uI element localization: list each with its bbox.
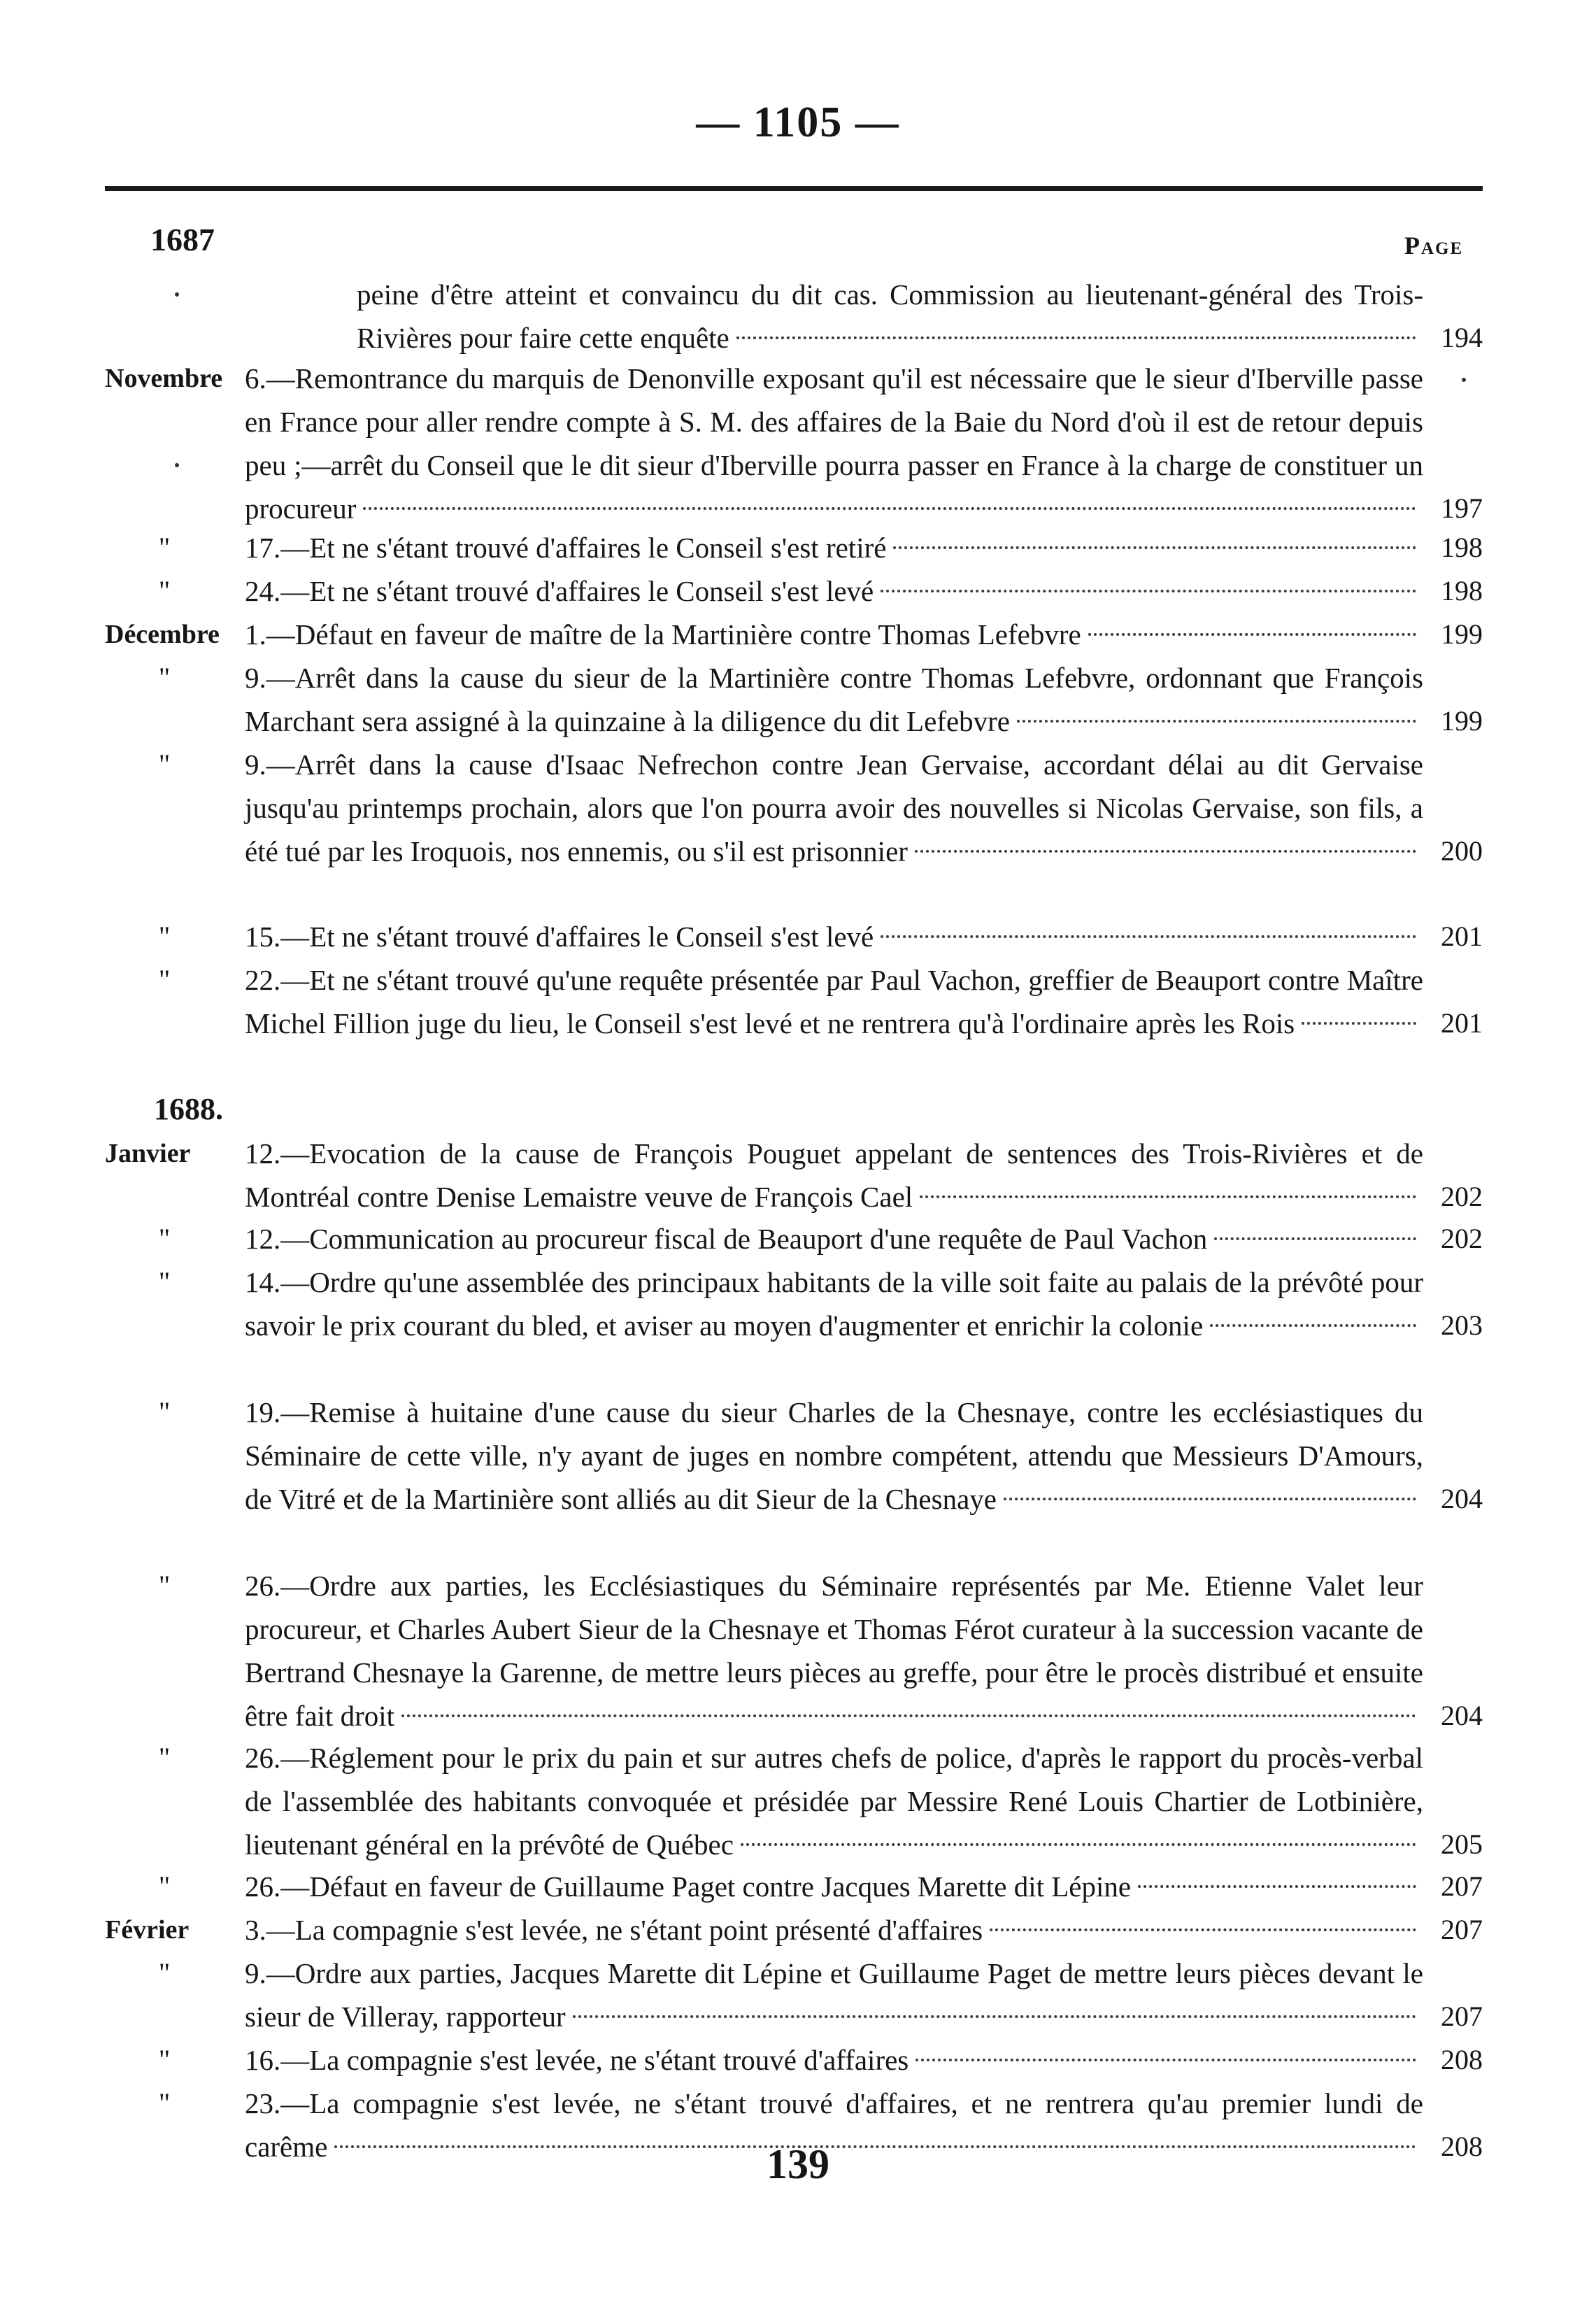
entry-body bbox=[245, 1865, 1423, 1908]
header-rule bbox=[105, 186, 1483, 191]
entry-month: Décembre bbox=[105, 620, 220, 649]
entry-day: 14.— bbox=[245, 1266, 310, 1298]
entry-day: 19.— bbox=[245, 1396, 310, 1428]
page-header-number: — 1105 — bbox=[696, 99, 900, 146]
dot-leader bbox=[736, 336, 1416, 339]
entry-text: Réglement pour le prix du pain et sur autres chefs de police, d'après le rapport du procès-verbal de l'assemblée des habitants convoquée et présidée par Messire René Louis Chartier de Lotbinière, lieutenant général en la prévôté de Québec bbox=[245, 1742, 1423, 1861]
entry-month: Février bbox=[105, 1915, 190, 1945]
entry-body bbox=[245, 569, 1423, 613]
entry-body bbox=[245, 656, 1423, 743]
entry-month: " bbox=[158, 1570, 171, 1601]
dot-leader bbox=[1214, 1237, 1416, 1240]
entry-page-number: 198 bbox=[1441, 575, 1483, 606]
dot-leader bbox=[363, 507, 1416, 510]
entry-page-number: 207 bbox=[1441, 2001, 1483, 2032]
entry-text: Arrêt dans la cause du sieur de la Martinière contre Thomas Lefebvre, ordonnant que François Marchant sera assigné à la quinzaine à la diligence du dit Lefebvre bbox=[245, 662, 1423, 737]
page-column-heading: Page bbox=[1404, 232, 1464, 260]
entry-body bbox=[245, 1564, 1423, 1738]
entry-body bbox=[245, 1736, 1423, 1866]
entry-month: " bbox=[158, 662, 171, 693]
entry-page-number: 197 bbox=[1441, 492, 1483, 524]
entry-page-number: 208 bbox=[1441, 2044, 1483, 2075]
entry-month: " bbox=[158, 575, 171, 606]
entry-day: 12.— bbox=[245, 1137, 310, 1170]
dot-leader bbox=[1138, 1885, 1416, 1888]
entry-body bbox=[245, 958, 1423, 1045]
entry-text: Et ne s'étant trouvé d'affaires le Conseil s'est levé bbox=[309, 921, 874, 953]
entry-text: Communication au procureur fiscal de Beauport d'une requête de Paul Vachon bbox=[309, 1223, 1208, 1255]
entry-body bbox=[245, 357, 1423, 530]
dot-leader bbox=[1302, 1022, 1416, 1025]
entry-page-number: 208 bbox=[1441, 2131, 1483, 2162]
print-speck bbox=[175, 463, 179, 467]
entry-text: Ordre aux parties, les Ecclésiastiques du Séminaire représentés par Me. Etienne Valet leur procureur, et Charles Aubert Sieur de la Chesnaye et Thomas Férot curateur à la succession vacante de Bertrand Chesnaye la Garenne, de mettre leurs pièces au greffe, pour être le procès distribué et ensuite être fait droit bbox=[245, 1570, 1423, 1732]
entry-day: 6.— bbox=[245, 362, 295, 395]
entry-body bbox=[245, 526, 1423, 569]
entry-day: 26.— bbox=[245, 1870, 310, 1903]
entry-text: La compagnie s'est levée, ne s'étant trouvé d'affaires bbox=[309, 2044, 909, 2076]
entry-day: 17.— bbox=[245, 532, 310, 564]
dot-leader bbox=[1088, 633, 1416, 636]
entry-body bbox=[245, 743, 1423, 873]
entry-page-number: 198 bbox=[1441, 532, 1483, 563]
entry-month: " bbox=[158, 1742, 171, 1773]
print-speck bbox=[175, 292, 179, 297]
entry-page-number: 204 bbox=[1441, 1700, 1483, 1731]
entry-page-number: 202 bbox=[1441, 1181, 1483, 1212]
entry-day: 12.— bbox=[245, 1223, 310, 1255]
entry-day: 26.— bbox=[245, 1742, 310, 1774]
entry-page-number: 205 bbox=[1441, 1828, 1483, 1860]
entry-day: 9.— bbox=[245, 748, 295, 781]
dot-leader bbox=[915, 2059, 1416, 2061]
entry-month: " bbox=[158, 1396, 171, 1428]
entry-page-number: 207 bbox=[1441, 1870, 1483, 1902]
dot-leader bbox=[920, 1195, 1416, 1198]
dot-leader bbox=[1017, 720, 1416, 723]
entry-day: 23.— bbox=[245, 2087, 310, 2119]
dot-leader bbox=[893, 546, 1416, 549]
entry-month: " bbox=[158, 2087, 171, 2119]
entry-month: " bbox=[158, 1223, 171, 1254]
entry-body bbox=[245, 1908, 1423, 1952]
dot-leader bbox=[881, 590, 1416, 592]
entry-month: " bbox=[158, 1266, 171, 1298]
dot-leader bbox=[401, 1714, 1416, 1717]
entry-text: La compagnie s'est levée, ne s'étant point présenté d'affaires bbox=[294, 1914, 983, 1946]
year-heading-1688: 1688. bbox=[154, 1092, 223, 1126]
entry-page-number: 200 bbox=[1441, 835, 1483, 867]
entry-month: Janvier bbox=[105, 1139, 191, 1168]
entry-day: 16.— bbox=[245, 2044, 310, 2076]
entry-month: " bbox=[158, 921, 171, 952]
entry-page-number: 204 bbox=[1441, 1483, 1483, 1514]
entry-page-number: 201 bbox=[1441, 1007, 1483, 1039]
dot-leader bbox=[1210, 1324, 1416, 1327]
entry-day: 9.— bbox=[245, 1957, 295, 1989]
entry-page-number: 199 bbox=[1441, 705, 1483, 737]
entry-month: Novembre bbox=[105, 364, 223, 393]
dot-leader bbox=[881, 935, 1416, 938]
dot-leader bbox=[741, 1843, 1416, 1846]
entry-month: " bbox=[158, 532, 171, 563]
entry-page-number: 194 bbox=[1441, 322, 1483, 353]
entry-body bbox=[245, 1217, 1423, 1260]
entry-page-number: 202 bbox=[1441, 1223, 1483, 1254]
dot-leader bbox=[573, 2015, 1416, 2018]
entry-month: " bbox=[158, 964, 171, 995]
entry-text: Et ne s'étant trouvé qu'une requête présentée par Paul Vachon, greffier de Beauport contre Maître Michel Fillion juge du lieu, le Conseil s'est levé et ne rentrera qu'à l'ordinaire après les Rois bbox=[245, 964, 1423, 1039]
entry-body bbox=[245, 1132, 1423, 1219]
entry-body bbox=[245, 613, 1423, 656]
entry-body bbox=[245, 2038, 1423, 2082]
page-footer-number: 139 bbox=[767, 2141, 829, 2187]
entry-text: Ordre aux parties, Jacques Marette dit Lépine et Guillaume Paget de mettre leurs pièces devant le sieur de Villeray, rapporteur bbox=[245, 1957, 1423, 2033]
entry-body bbox=[245, 1391, 1423, 1521]
entry-body bbox=[245, 1952, 1423, 2038]
entry-page-number: 199 bbox=[1441, 618, 1483, 650]
entry-day: 24.— bbox=[245, 575, 310, 607]
entry-text: Remise à huitaine d'une cause du sieur Charles de la Chesnaye, contre les ecclésiastiques du Séminaire de cette ville, n'y ayant de juges en nombre compétent, attendu que Messieurs D'Amours, de Vitré et de la Martinière sont alliés au dit Sieur de la Chesnaye bbox=[245, 1396, 1423, 1515]
entry-page-number: 203 bbox=[1441, 1309, 1483, 1341]
entry-text: Défaut en faveur de Guillaume Paget contre Jacques Marette dit Lépine bbox=[309, 1870, 1132, 1903]
entry-page-number: 201 bbox=[1441, 921, 1483, 952]
entry-text: Arrêt dans la cause d'Isaac Nefrechon contre Jean Gervaise, accordant délai au dit Gervaise jusqu'au printemps prochain, alors que l'on pourra avoir des nouvelles si Nicolas Gervaise, son fils, a été tué par les Iroquois, nos ennemis, ou s'il est prisonnier bbox=[245, 748, 1423, 867]
year-heading: 1687 bbox=[150, 222, 215, 257]
entry-text: Défaut en faveur de maître de la Martinière contre Thomas Lefebvre bbox=[294, 618, 1081, 651]
entry-day: 9.— bbox=[245, 662, 295, 694]
entry-day: 3.— bbox=[245, 1914, 295, 1946]
dot-leader bbox=[1004, 1498, 1416, 1500]
entry-text: Remontrance du marquis de Denonville exposant qu'il est nécessaire que le sieur d'Iberville passe en France pour aller rendre compte à S. M. des affaires de la Baie du Nord d'où il est de retour depuis peu ;—arrêt du Conseil que le dit sieur d'Iberville pourra passer en France à la charge de constituer un procureur bbox=[245, 362, 1423, 525]
dot-leader bbox=[990, 1928, 1416, 1931]
dot-leader bbox=[915, 850, 1416, 853]
entry-day: 26.— bbox=[245, 1570, 310, 1602]
entry-day: 1.— bbox=[245, 618, 295, 651]
entry-month: " bbox=[158, 748, 171, 780]
entry-text: peine d'être atteint et convaincu du dit cas. Commission au lieutenant-général des Trois-Rivières pour faire cette enquête bbox=[357, 278, 1423, 354]
entry-day: 22.— bbox=[245, 964, 310, 996]
entry-month: " bbox=[158, 2044, 171, 2075]
entry-month: " bbox=[158, 1957, 171, 1989]
entry-day: 15.— bbox=[245, 921, 310, 953]
entry-text: La compagnie s'est levée, ne s'étant trouvé d'affaires, et ne rentrera qu'au premier lundi de carême bbox=[245, 2087, 1423, 2163]
entry-text: Evocation de la cause de François Pouguet appelant de sentences des Trois-Rivières et de Montréal contre Denise Lemaistre veuve de François Cael bbox=[245, 1137, 1423, 1213]
entry-body bbox=[245, 915, 1423, 958]
entry-body bbox=[245, 1260, 1423, 1347]
entry-body bbox=[357, 273, 1423, 360]
entry-text: Et ne s'étant trouvé d'affaires le Conseil s'est retiré bbox=[309, 532, 887, 564]
entry-page-number: 207 bbox=[1441, 1914, 1483, 1945]
entry-text: Et ne s'étant trouvé d'affaires le Conseil s'est levé bbox=[309, 575, 874, 607]
entry-month: " bbox=[158, 1870, 171, 1902]
print-speck bbox=[1462, 378, 1466, 382]
entry-text: Ordre qu'une assemblée des principaux habitants de la ville soit faite au palais de la prévôté pour savoir le prix courant du bled, et aviser au moyen d'augmenter et enrichir la colonie bbox=[245, 1266, 1423, 1342]
